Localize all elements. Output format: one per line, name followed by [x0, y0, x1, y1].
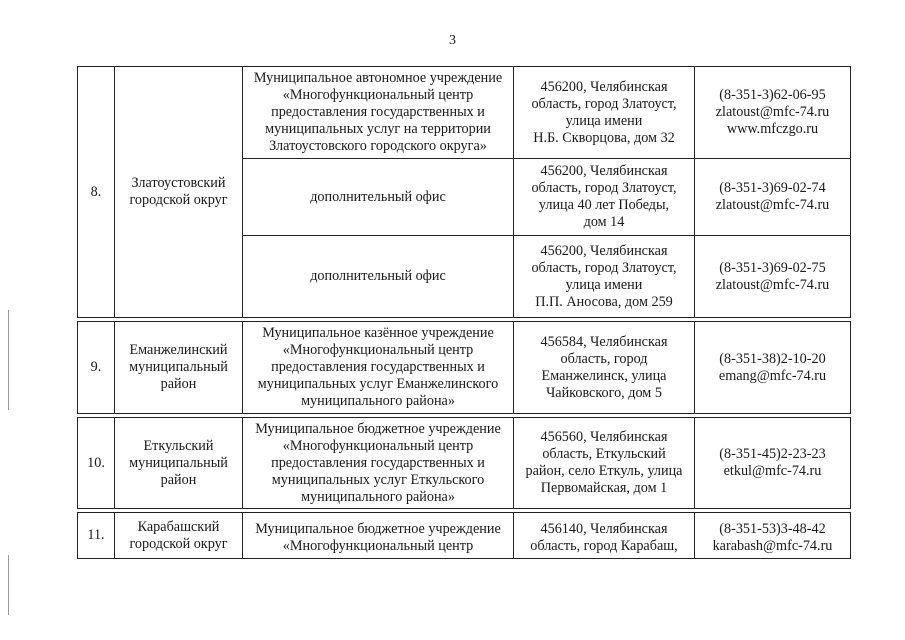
row-number-cell — [78, 513, 115, 559]
contacts-cell — [695, 513, 851, 559]
row-number: 8. — [90, 183, 102, 200]
institution-name: дополнительный офис — [310, 188, 446, 205]
table-row — [78, 418, 851, 509]
institution-name: Муниципальное автономное учреждение «Многофункциональный центр предоставления государственных и муниципальных услуг на территории Златоустовского городского округа» — [253, 70, 503, 154]
table-row — [78, 513, 851, 559]
postal-address: 456140, Челябинская область, город Карабаш, — [530, 521, 678, 554]
institution-name: Муниципальное бюджетное учреждение «Многофункциональный центр — [255, 521, 501, 554]
table-row — [78, 67, 851, 159]
address-cell — [514, 67, 695, 159]
contacts-cell — [695, 236, 851, 318]
row-number-cell — [78, 418, 115, 509]
postal-address: 456560, Челябинская область, Еткульский район, село Еткуль, улица Первомайская, дом 1 — [525, 429, 683, 496]
contact-info: (8-351-3)69-02-74 zlatoust@mfc-74.ru — [715, 180, 830, 213]
postal-address: 456200, Челябинская область, город Златоуст, улица имени Н.Б. Скворцова, дом 32 — [531, 78, 677, 146]
contact-info: (8-351-45)2-23-23 etkul@mfc-74.ru — [719, 446, 826, 479]
district-name: Еманжелинский муниципальный район — [129, 342, 228, 392]
district-cell — [115, 322, 243, 414]
district-cell — [115, 513, 243, 559]
row-number-cell — [78, 322, 115, 414]
row-number: 9. — [90, 359, 102, 375]
institution-cell — [243, 159, 514, 236]
address-cell — [514, 159, 695, 236]
address-cell — [514, 322, 695, 414]
address-cell — [514, 236, 695, 318]
row-number: 11. — [87, 527, 105, 543]
left-margin-line — [8, 310, 9, 410]
postal-address: 456584, Челябинская область, город Еманжелинск, улица Чайковского, дом 5 — [540, 333, 668, 401]
institution-cell — [243, 513, 514, 559]
mfc-registry-table — [77, 66, 851, 559]
district-cell — [115, 418, 243, 509]
address-cell — [514, 418, 695, 509]
address-cell — [514, 513, 695, 559]
institution-cell — [243, 236, 514, 318]
postal-address: 456200, Челябинская область, город Златоуст, улица имени П.П. Аносова, дом 259 — [531, 242, 677, 310]
institution-name: Муниципальное казённое учреждение «Многофункциональный центр предоставления государственных и муниципальных услуг Еманжелинского муниципального района» — [257, 325, 499, 409]
district-cell — [115, 67, 243, 318]
institution-name: Муниципальное бюджетное учреждение «Многофункциональный центр предоставления государственных и муниципальных услуг Еткульского муниципального района» — [255, 420, 501, 505]
contacts-cell — [695, 67, 851, 159]
table-row — [78, 322, 851, 414]
contacts-cell — [695, 418, 851, 509]
institution-cell — [243, 67, 514, 159]
institution-name: дополнительный офис — [310, 268, 446, 284]
district-name: Еткульский муниципальный район — [129, 437, 228, 488]
row-number-cell — [78, 67, 115, 318]
district-name: Карабашский городской округ — [129, 518, 228, 552]
contact-info: (8-351-3)62-06-95 zlatoust@mfc-74.ru www.mfczgo.ru — [715, 87, 830, 137]
left-margin-line — [8, 555, 9, 615]
row-number: 10. — [87, 454, 105, 471]
institution-cell — [243, 322, 514, 414]
contacts-cell — [695, 322, 851, 414]
district-name: Златоустовский городской округ — [129, 175, 228, 208]
page-number: 3 — [449, 33, 456, 48]
postal-address: 456200, Челябинская область, город Златоуст, улица 40 лет Победы, дом 14 — [531, 163, 677, 230]
contact-info: (8-351-53)3-48-42 karabash@mfc-74.ru — [712, 521, 833, 554]
institution-cell — [243, 418, 514, 509]
contacts-cell — [695, 159, 851, 236]
contact-info: (8-351-3)69-02-75 zlatoust@mfc-74.ru — [715, 259, 830, 293]
contact-info: (8-351-38)2-10-20 emang@mfc-74.ru — [718, 350, 827, 384]
